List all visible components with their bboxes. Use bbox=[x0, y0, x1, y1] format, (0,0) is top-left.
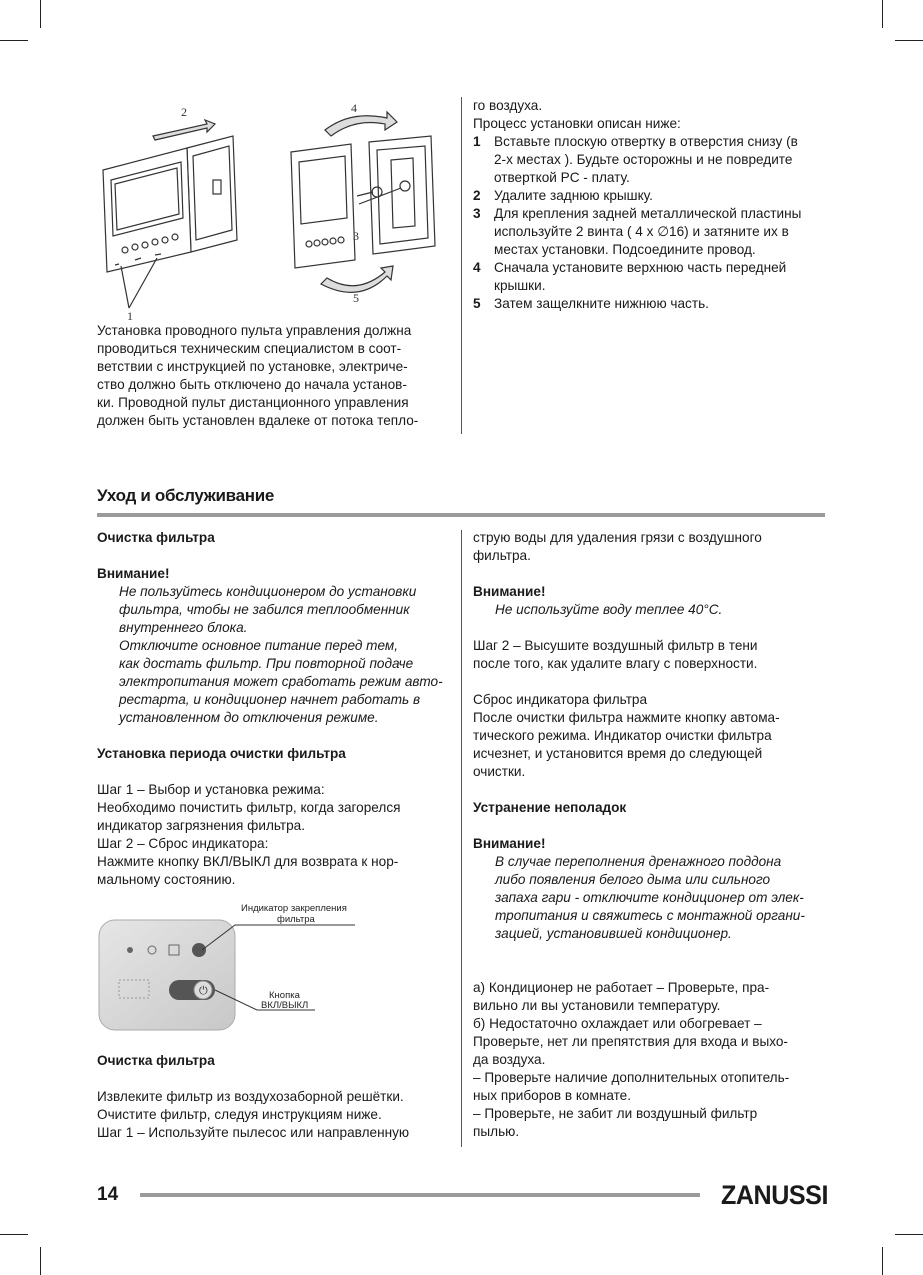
warning-title: Внимание! bbox=[97, 566, 170, 581]
heading-troubleshooting: Устранение неполадок bbox=[473, 800, 627, 815]
step-item: 2 Удалите заднюю крышку. bbox=[473, 188, 653, 203]
svg-text:⏻: ⏻ bbox=[199, 984, 208, 997]
figure-label: 1 bbox=[127, 309, 133, 323]
warning-title: Внимание! bbox=[473, 584, 546, 599]
button-label: Кнопка bbox=[269, 990, 300, 1001]
crop-mark bbox=[882, 1247, 883, 1275]
crop-mark bbox=[882, 0, 883, 28]
crop-mark bbox=[895, 40, 923, 41]
indicator-label: фильтра bbox=[277, 914, 315, 925]
warning-text: Не пользуйтесь кондиционером до установки фильтра, чтобы не забился теплообменник внутреннего блока. Отключите основное питание перед тем, как достать фильтр. При повторной подаче электропитания может сработать режим авто- рестарта, и кондиционер начнет работать в установленном до отключения режиме. bbox=[119, 584, 443, 725]
step-item: 4 Сначала установите верхнюю часть передней крышки. bbox=[473, 260, 787, 293]
figure-label: 4 bbox=[351, 101, 357, 115]
crop-mark bbox=[895, 1234, 923, 1235]
installation-diagram bbox=[95, 100, 455, 325]
left-column: Очистка фильтра Внимание! Не пользуйтесь кондиционером до установки фильтра, чтобы не забился теплообменник внутреннего блока. Отключите основное питание перед тем, как достать фильтр. При повторной подаче электропитания может сработать режим авто- рестарта, и кондиционер начнет работать в установленном до отключения режиме. Установка периода очистки фильтра Шаг 1 – Выбор и установка режима: Необходимо почистить фильтр, когда загорелся индикатор загрязнения фильтра. Шаг 2 – Сброс индикатора: Нажмите кнопку ВКЛ/ВЫКЛ для возврата к нор- мальному состоянию. bbox=[97, 529, 452, 889]
heading-filter-cleaning: Очистка фильтра bbox=[97, 530, 215, 545]
step-item: 3 Для крепления задней металлической пластины используйте 2 винта ( 4 x ∅16) и затяните их в местах установки. Подсоедините провод. bbox=[473, 206, 802, 257]
heading-cleaning-period: Установка периода очистки фильтра bbox=[97, 746, 346, 761]
crop-mark bbox=[0, 40, 28, 41]
heading-filter-cleaning-2: Очистка фильтра bbox=[97, 1053, 215, 1068]
section-rule bbox=[97, 513, 825, 517]
step-item: 1 Вставьте плоскую отвертку в отверстия снизу (в 2-х местах ). Будьте осторожны и не повредите отверткой PC - плату. bbox=[473, 134, 798, 185]
figure-label: 5 bbox=[353, 291, 359, 305]
warning-text: В случае переполнения дренажного поддона либо появления белого дыма или сильного запаха гари - отключите кондиционер от элек- тропитания и свяжитесь с монтажной органи- зацией, установившей кондиционер. bbox=[495, 854, 805, 941]
figure-label: 3 bbox=[353, 229, 359, 243]
crop-mark bbox=[40, 0, 41, 28]
left-column-bottom: Очистка фильтра Извлеките фильтр из воздухозаборной решётки. Очистите фильтр, следуя инструкциям ниже. Шаг 1 – Используйте пылесос или направленную bbox=[97, 1052, 452, 1142]
crop-mark bbox=[0, 1234, 28, 1235]
figure-label: 2 bbox=[181, 105, 187, 119]
right-column: струю воды для удаления грязи с воздушного фильтра. Внимание! Не используйте воду теплее 40°С. Шаг 2 – Высушите воздушный фильтр в тени после того, как удалите влагу с поверхности. Сброс индикатора фильтра После очистки фильтра нажмите кнопку автома- тического режима. Индикатор очистки фильтра исчезнет, и установится время до следующей очистки. Устранение неполадок Внимание! В случае переполнения дренажного поддона либо появления белого дыма или сильного запаха гари - отключите кондиционер от элек- тропитания и свяжитесь с монтажной органи- зацией, установившей кондиционер. а) Кондиционер не работает – Проверьте, пра- вильно ли вы установили температуру. б) Недостаточно охлаждает или обогревает – Проверьте, нет ли препятствия для входа и выхо- да воздуха. – Проверьте наличие дополнительных отопитель- ных приборов в комнате. – Проверьте, не забит ли воздушный фильтр пылью. bbox=[473, 529, 833, 1141]
column-divider bbox=[461, 97, 462, 434]
installation-paragraph: Установка проводного пульта управления должна проводиться техническим специалистом в соот- ветствии с инструкцией по установке, электриче- ство должно быть отключено до начала установ- ки. Проводной пульт дистанционного управления должен быть установлен вдалеке от потока тепло- bbox=[97, 323, 419, 428]
installation-steps: го воздуха. Процесс установки описан ниже: 1 Вставьте плоскую отвертку в отверстия снизу (в 2-х местах ). Будьте осторожны и не повредите отверткой PC - плату. 2 Удалите заднюю крышку. 3 Для крепления задней металлической пластины используйте 2 винта ( 4 x ∅16) и затяните их в местах установки. Подсоедините провод. 4 Сначала установите верхнюю часть передней крышки. 5 Затем защелкните нижнюю часть. bbox=[473, 97, 833, 313]
warning-title: Внимание! bbox=[473, 836, 546, 851]
page-number: 14 bbox=[97, 1184, 119, 1205]
step-item: 5 Затем защелкните нижнюю часть. bbox=[473, 296, 709, 311]
warning-text: Не используйте воду теплее 40°С. bbox=[495, 602, 723, 617]
brand-logo: ZANUSSI bbox=[721, 1180, 828, 1210]
column-divider bbox=[461, 530, 462, 1147]
footer-rule bbox=[140, 1193, 700, 1197]
indicator-label: Индикатор закрепления bbox=[241, 903, 347, 914]
button-label: ВКЛ/ВЫКЛ bbox=[261, 1000, 309, 1011]
control-panel-illustration bbox=[97, 900, 367, 1035]
crop-mark bbox=[40, 1247, 41, 1275]
section-title: Уход и обслуживание bbox=[97, 486, 275, 505]
